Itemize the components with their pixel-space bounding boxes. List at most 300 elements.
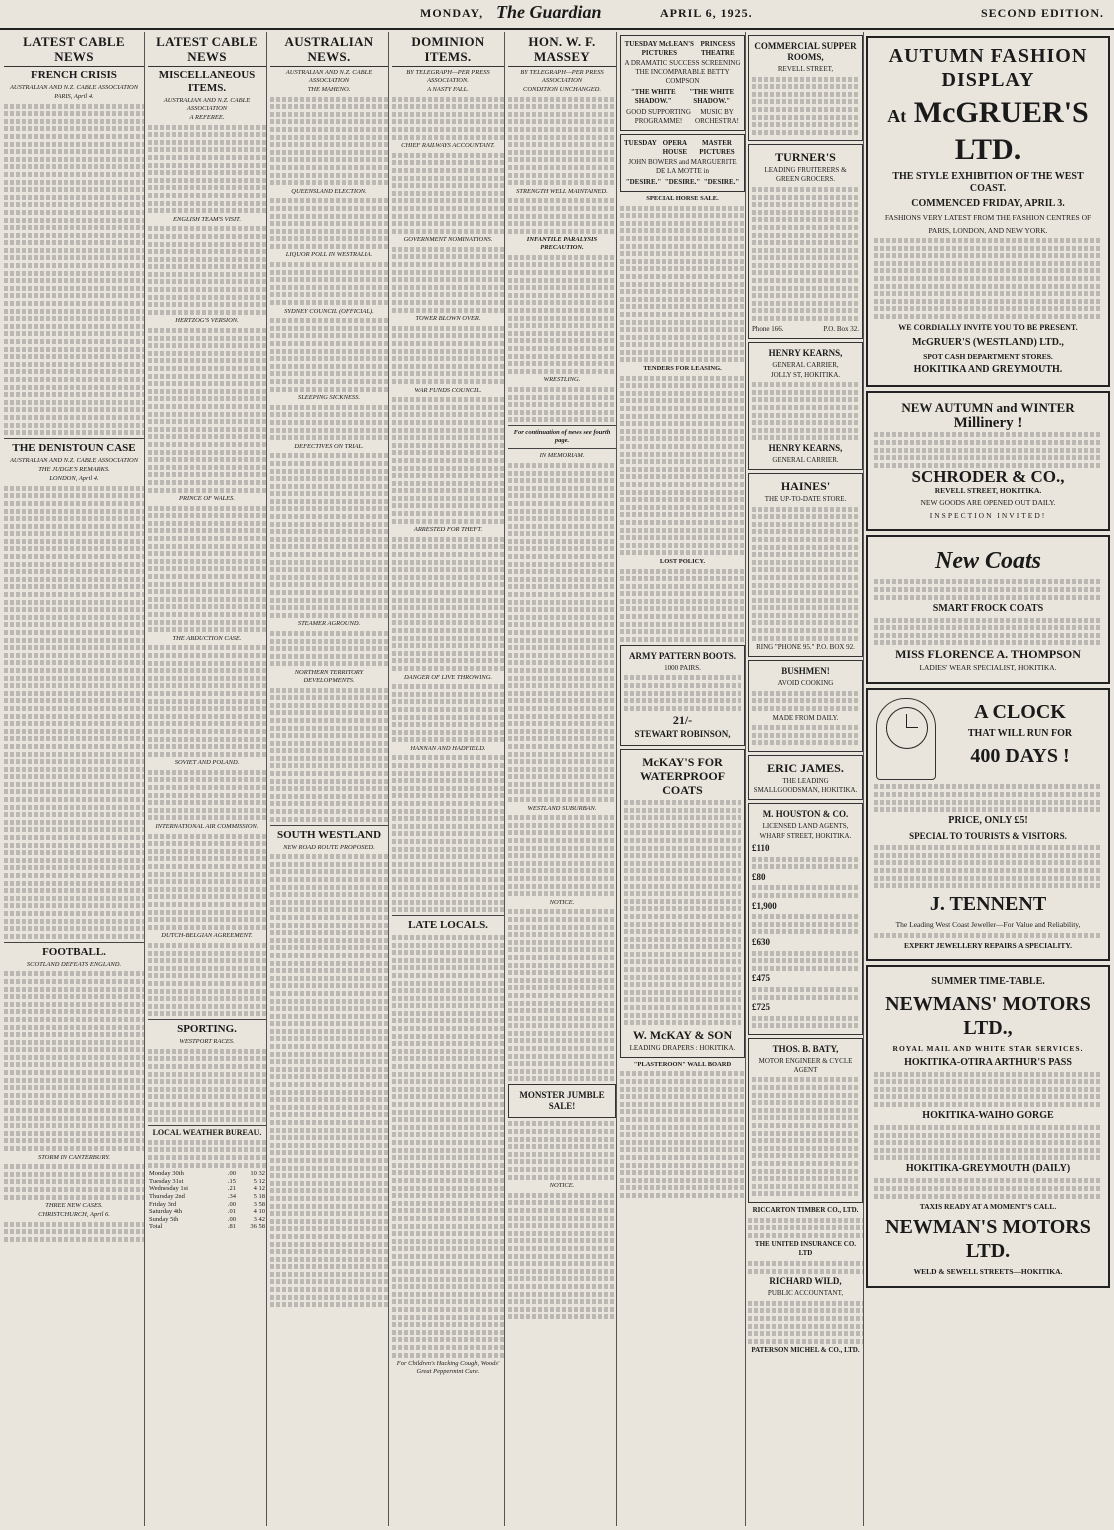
article-body <box>508 463 616 802</box>
article-body <box>392 684 504 742</box>
theatre-lead: A DRAMATIC SUCCESS SCREENING THE INCOMPARABLE BETTY COMPSON <box>624 59 741 85</box>
table-cell: .00 <box>227 1200 237 1208</box>
table-row <box>148 1170 266 1178</box>
section-heading: LATE LOCALS. <box>408 919 488 932</box>
table-row <box>148 1223 266 1231</box>
ad-body <box>752 987 859 1000</box>
ad-subtitle: JOLLY ST, HOKITIKA. <box>770 370 841 379</box>
credit-line: AUSTRALIAN AND N.Z. CABLE ASSOCIATION <box>285 69 373 84</box>
table-row <box>148 1201 266 1209</box>
ad-body <box>620 1071 745 1198</box>
credit-line: BY TELEGRAPH—PER PRESS ASSOCIATION <box>520 69 604 84</box>
item-heading: NORTHERN TERRITORY DEVELOPMENTS. <box>294 668 364 684</box>
ad-body <box>874 933 1102 938</box>
item-heading: HANNAN AND HADFIELD. <box>410 744 486 752</box>
ad-body <box>752 382 859 440</box>
boots-price: 21/- <box>672 713 693 728</box>
item-heading: DEFECTIVES ON TRIAL. <box>294 442 364 450</box>
item-heading: QUEENSLAND ELECTION. <box>291 187 367 195</box>
article-body <box>148 834 266 930</box>
ad-title: ERIC JAMES. <box>767 761 844 775</box>
item-heading: DANGER OF LIVE THROWING. <box>403 673 493 681</box>
boots-ad <box>620 645 745 747</box>
item-heading: GOVERNMENT NOMINATIONS. <box>403 236 493 244</box>
item-heading: LIQUOR POLL IN WESTRALIA. <box>285 251 373 259</box>
article-body <box>4 486 144 939</box>
theatre-credits <box>624 107 741 127</box>
mcgruer-ad <box>866 36 1110 387</box>
table-cell: 4 10 <box>253 1208 265 1216</box>
item-heading: WRESTLING. <box>543 376 581 384</box>
item-heading: STEAMER AGROUND. <box>297 620 361 628</box>
ad-body <box>874 618 1102 646</box>
item-heading: CONDITION UNCHANGED. <box>522 86 601 93</box>
ad-body: PARIS, LONDON, AND NEW YORK. <box>928 225 1048 235</box>
section-heading: THE DENISTOUN CASE <box>12 442 136 455</box>
item-heading: WAR FUNDS COUNCIL. <box>414 386 482 394</box>
table-cell: .34 <box>227 1192 237 1200</box>
theatre-header <box>624 40 741 58</box>
column-massey <box>508 32 617 1526</box>
dateline: CHRISTCHURCH, April 6. <box>38 1211 110 1219</box>
ad-body <box>624 675 741 710</box>
article-body <box>508 1193 616 1320</box>
item-heading: INFANTILE PARALYSIS PRECAUTION. <box>526 236 598 252</box>
item-heading: ARRESTED FOR THEFT. <box>413 526 483 534</box>
subheading: SCOTLAND DEFEATS ENGLAND. <box>26 960 122 968</box>
article-body <box>508 909 616 1081</box>
item-heading: STRENGTH WELL MAINTAINED. <box>516 187 608 195</box>
item-heading: CHIEF RAILWAYS ACCOUNTANT. <box>401 142 495 150</box>
wild-ad: RICHARD WILD, <box>769 1276 842 1287</box>
route-heading: HOKITIKA-OTIRA ARTHUR'S PASS <box>904 1056 1072 1068</box>
turners-ad <box>748 144 863 338</box>
haines-phone: RING "PHONE 95." P.O. BOX 92. <box>756 643 855 652</box>
ad-body <box>748 1218 863 1238</box>
ad-heading: LOST POLICY. <box>659 557 706 565</box>
article-body <box>4 971 144 1151</box>
ad-body <box>752 951 859 971</box>
ad-brand: NEWMANS' MOTORS LTD., <box>885 993 1091 1040</box>
article-body <box>148 1049 266 1122</box>
table-row <box>148 1193 266 1201</box>
article-body <box>392 397 504 524</box>
item-heading: A REFEREE. <box>189 114 225 121</box>
film-title: "DESIRE." <box>664 178 701 186</box>
ad-price: PRICE, ONLY £5! <box>948 815 1028 827</box>
ad-subtitle: LEADING DRAPERS : HOKITIKA. <box>629 1043 736 1052</box>
ad-subtitle: THAT WILL RUN FOR <box>967 727 1073 739</box>
ad-brand: NEWMAN'S MOTORS LTD. <box>885 1216 1091 1263</box>
article-body <box>392 935 504 1358</box>
film-title: "DESIRE." <box>703 178 740 186</box>
ad-subtitle: SUMMER TIME-TABLE. <box>931 976 1045 988</box>
ad-address: LADIES' WEAR SPECIALIST, HOKITIKA. <box>919 663 1057 673</box>
column-heading: DOMINION ITEMS. <box>392 34 504 67</box>
item-heading: WESTPORT RACES. <box>179 1038 235 1046</box>
ad-subtitle: SPECIAL TO TOURISTS & VISITORS. <box>909 831 1067 842</box>
ad-body <box>752 77 859 135</box>
masthead-day: MONDAY, <box>420 6 484 20</box>
tennent-ad <box>866 688 1110 961</box>
table-cell: Monday 30th <box>149 1170 184 1178</box>
continuation-note: For continuation of news see fourth page. <box>513 429 611 445</box>
table-cell: .15 <box>227 1177 237 1185</box>
ad-subtitle: LICENSED LAND AGENTS, <box>762 822 849 830</box>
credit-line: AUSTRALIAN AND N.Z. CABLE ASSOCIATION <box>163 97 251 112</box>
item-heading: NOTICE. <box>549 1182 575 1190</box>
article-body <box>392 537 504 671</box>
ad-subtitle: Millinery ! <box>953 415 1023 432</box>
ad-body <box>752 914 859 934</box>
item-heading: TOWER BLOWN OVER. <box>415 315 481 323</box>
ad-heading: TENDERS FOR LEASING. <box>643 365 722 373</box>
subheading: THE JUDGE'S REMARKS. <box>38 466 110 474</box>
table-cell: 5 18 <box>253 1192 265 1200</box>
dateline: LONDON, April 4. <box>49 475 99 483</box>
clock-row <box>874 696 1102 782</box>
ad-title: THOS. B. BATY, <box>772 1043 839 1054</box>
paterson-ad: PATERSON MICHEL & CO., LTD. <box>751 1346 860 1355</box>
opera-header <box>624 139 741 157</box>
property-price: £725 <box>752 1002 770 1013</box>
ad-body <box>752 691 859 711</box>
theatre-credit: MUSIC BY ORCHESTRA! <box>695 108 739 125</box>
table-cell: Saturday 4th <box>149 1208 183 1216</box>
table-row <box>148 1178 266 1186</box>
item-heading: SYDNEY COUNCIL (OFFICIAL). <box>284 307 374 315</box>
article-body <box>508 198 616 233</box>
ad-subtitle: LEADING FRUITERERS & GREEN GROCERS. <box>764 166 847 184</box>
newmans-ad <box>866 965 1110 1287</box>
ad-subtitle: GENERAL CARRIER. <box>772 455 839 464</box>
column-heading: HON. W. F. MASSEY <box>508 34 616 67</box>
item-heading: ENGLISH TEAM'S VISIT. <box>173 215 241 223</box>
table-cell: 36 58 <box>250 1223 265 1231</box>
houston-ad <box>748 803 863 1035</box>
ad-body <box>620 206 745 363</box>
ad-subtitle: REVELL STREET, <box>777 65 834 73</box>
ad-subtitle: 400 DAYS ! <box>970 744 1070 767</box>
article-body <box>4 1222 144 1242</box>
property-price: £110 <box>752 843 770 853</box>
turner-phone: Phone 166. <box>752 324 784 333</box>
article-body <box>4 104 144 436</box>
ad-brand: MISS FLORENCE A. THOMPSON <box>895 647 1081 662</box>
ad-subtitle: 1000 PAIRS. <box>664 663 701 672</box>
ad-subtitle: WHARF STREET, HOKITIKA. <box>759 832 852 840</box>
ad-title: NEW AUTUMN and WINTER <box>901 400 1075 416</box>
ad-body <box>874 1125 1102 1160</box>
masthead-title: The Guardian <box>496 2 602 22</box>
table-cell: 3 58 <box>253 1200 265 1208</box>
table-cell: Total <box>149 1223 163 1231</box>
ad-invite: INSPECTION INVITED! <box>929 510 1047 520</box>
article-body <box>148 125 266 214</box>
thompson-ad <box>866 535 1110 683</box>
theatre-ad <box>620 35 745 131</box>
table-cell: .01 <box>227 1208 237 1216</box>
opera-right: MASTER PICTURES <box>699 139 735 156</box>
table-cell: .00 <box>227 1215 237 1223</box>
ad-address: WELD & SEWELL STREETS—HOKITIKA. <box>913 1267 1063 1277</box>
ad-title: M. HOUSTON & CO. <box>762 809 849 819</box>
ad-footer: EXPERT JEWELLERY REPAIRS A SPECIALITY. <box>903 940 1073 950</box>
ad-body <box>874 579 1102 599</box>
article-body <box>270 631 388 666</box>
table-cell: Thursday 2nd <box>149 1192 185 1200</box>
item-heading: THE ABDUCTION CASE. <box>172 634 242 642</box>
ad-body <box>874 432 1102 467</box>
item-heading: HERTZOG'S VERSION. <box>175 317 239 325</box>
footer-note: For Children's Hacking Cough, Woods' Great Peppermint Cure. <box>396 1360 500 1376</box>
ad-title: HENRY KEARNS, <box>768 347 843 358</box>
ad-subtitle: MOTOR ENGINEER & CYCLE AGENT <box>758 1056 853 1074</box>
theatre-films <box>624 87 741 107</box>
table-cell: .21 <box>227 1185 237 1193</box>
ad-subtitle: COMMENCED FRIDAY, APRIL 3. <box>911 198 1065 209</box>
ad-body <box>874 238 1102 319</box>
table-cell: .00 <box>227 1170 237 1178</box>
ad-title: TURNER'S <box>775 150 836 165</box>
ad-body <box>752 1077 859 1196</box>
article-body <box>148 226 266 315</box>
ad-seller: STEWART ROBINSON, <box>634 729 731 740</box>
ad-title: McKAY'S FOR WATERPROOF COATS <box>639 755 726 798</box>
united-insurance-ad: THE UNITED INSURANCE CO. LTD <box>754 1240 857 1258</box>
ad-body: FASHIONS VERY LATEST FROM THE FASHION CENTRES OF <box>884 213 1092 222</box>
ad-subtitle: ROYAL MAIL AND WHITE STAR SERVICES. <box>892 1044 1084 1054</box>
article-body <box>148 943 266 1016</box>
ad-subtitle: THE UP-TO-DATE STORE. <box>764 494 847 503</box>
item-heading: A NASTY FALL. <box>427 86 469 93</box>
bushmen-ad <box>748 660 863 752</box>
table-cell: Tuesday 31st <box>149 1177 184 1185</box>
turner-contacts <box>752 324 859 335</box>
column-heading: LATEST CABLE NEWS <box>4 34 144 67</box>
masthead-date: APRIL 6, 1925. <box>660 6 753 20</box>
article-body <box>508 97 616 186</box>
ad-body <box>752 187 859 321</box>
ad-body <box>624 800 741 1025</box>
item-heading: WESTLAND SUBURBAN. <box>527 804 597 812</box>
section-heading: MISCELLANEOUS ITEMS. <box>158 69 256 94</box>
eric-james-ad <box>748 755 863 800</box>
item-heading: THE MAHENO. <box>307 86 351 93</box>
credit-line: AUSTRALIAN AND N.Z. CABLE ASSOCIATION <box>9 457 139 465</box>
table-cell: Friday 3rd <box>149 1200 177 1208</box>
ad-body <box>874 1072 1102 1107</box>
table-cell: 3 42 <box>253 1215 265 1223</box>
article-body <box>270 318 388 391</box>
credit-line: BY TELEGRAPH—PER PRESS ASSOCIATION. <box>406 69 490 84</box>
article-body <box>392 755 504 912</box>
ad-body <box>620 569 745 642</box>
ad-subtitle: THE LEADING SMALLGOODSMAN, HOKITIKA. <box>753 777 858 794</box>
ad-subtitle: AVOID COOKING <box>777 679 834 688</box>
ad-body <box>748 1301 863 1344</box>
ad-title: BUSHMEN! <box>781 666 830 677</box>
ad-body <box>748 1261 863 1274</box>
theatre-credit: GOOD SUPPORTING PROGRAMME! <box>626 108 691 125</box>
column-heading: LATEST CABLE NEWS <box>148 34 266 67</box>
haines-ad <box>748 473 863 657</box>
riccarton-ad: RICCARTON TIMBER CO., LTD. <box>752 1205 859 1214</box>
ad-title: COMMERCIAL SUPPER ROOMS, <box>754 41 857 62</box>
property-price: £1,900 <box>752 900 777 911</box>
ad-body <box>752 885 859 898</box>
opera-line: JOHN BOWERS and MARGUERITE DE LA MOTTE in <box>628 158 737 175</box>
article-body <box>392 326 504 384</box>
property-price: £80 <box>752 871 766 882</box>
ad-body: NEW GOODS ARE OPENED OUT DAILY. <box>920 498 1056 508</box>
ad-body <box>874 1178 1102 1198</box>
article-body <box>392 97 504 140</box>
masthead-edition: SECOND EDITION. <box>980 6 1104 20</box>
ad-invite: WE CORDIALLY INVITE YOU TO BE PRESENT. <box>898 322 1078 332</box>
article-body <box>508 815 616 896</box>
item-heading: NOTICE. <box>549 898 575 906</box>
ad-footer: TAXIS READY AT A MOMENT'S CALL. <box>919 1201 1057 1211</box>
film-title: "DESIRE." <box>625 178 662 186</box>
theatre-right: PRINCESS THEATRE <box>700 40 736 57</box>
ad-subtitle: MADE FROM DAILY. <box>772 713 839 722</box>
ad-title: A CLOCK <box>974 700 1066 723</box>
ad-brand: SCHRODER & CO., <box>911 466 1065 486</box>
table-row <box>148 1208 266 1216</box>
theatre-left: TUESDAY McLEAN'S PICTURES <box>624 40 694 57</box>
article-body <box>4 1164 144 1199</box>
kearns-ad <box>748 342 863 470</box>
column-miscellaneous <box>148 32 267 1526</box>
section-heading: SOUTH WESTLAND <box>276 828 382 841</box>
table-cell: 5 12 <box>253 1177 265 1185</box>
ad-footer: SPOT CASH DEPARTMENT STORES. <box>923 351 1053 361</box>
opera-house-ad <box>620 134 745 192</box>
subheading: STORM IN CANTERBURY. <box>38 1153 110 1161</box>
column-dominion-items <box>392 32 505 1526</box>
article-body <box>270 688 388 822</box>
film-title: "THE WHITE SHADOW." <box>630 88 676 105</box>
table-cell: Sunday 5th <box>149 1215 179 1223</box>
table-cell: 10 32 <box>250 1170 265 1178</box>
item-heading: IN MEMORIAM. <box>539 452 585 460</box>
masthead <box>0 0 1114 30</box>
column-advertisements-2 <box>748 32 864 1526</box>
baty-ad <box>748 1038 863 1203</box>
article-body <box>392 247 504 313</box>
ad-body <box>752 725 859 745</box>
schroder-ad <box>866 391 1110 531</box>
column-display-ads <box>866 32 1110 1526</box>
clock-icon <box>876 698 936 780</box>
table-cell: 4 12 <box>253 1185 265 1193</box>
column-heading: AUSTRALIAN NEWS. <box>270 34 388 67</box>
column-cable-news <box>4 32 145 1526</box>
ad-body <box>620 376 745 556</box>
column-australian-news <box>270 32 389 1526</box>
ad-seller: W. McKAY & SON <box>632 1027 733 1042</box>
weather-table <box>148 1170 266 1231</box>
article-body <box>148 1140 266 1168</box>
article-body <box>508 387 616 422</box>
table-row <box>148 1216 266 1224</box>
opera-left: TUESDAY <box>624 139 657 147</box>
route-heading: HOKITIKA-WAIHO GORGE <box>922 1110 1054 1121</box>
supper-rooms-ad <box>748 35 863 141</box>
ad-title: HAINES' <box>780 478 831 493</box>
item-heading: NEW ROAD ROUTE PROPOSED. <box>283 843 375 851</box>
ad-subtitle: THE STYLE EXHIBITION OF THE WEST COAST. <box>892 171 1084 194</box>
article-body <box>270 262 388 305</box>
table-cell: Wednesday 1st <box>149 1185 189 1193</box>
opera-mid: OPERA HOUSE <box>662 139 688 156</box>
property-price: £475 <box>752 973 770 984</box>
article-body <box>148 770 266 821</box>
turner-box: P.O. Box 32. <box>823 324 859 333</box>
dateline: PARIS, April 4. <box>54 93 94 100</box>
ad-subtitle: GENERAL CARRIER, <box>772 360 839 369</box>
article-body <box>148 506 266 633</box>
jumble-sale-ad <box>508 1084 616 1118</box>
article-body <box>270 198 388 249</box>
opera-films <box>624 177 741 188</box>
waterproof-coats-ad <box>620 749 745 1057</box>
section-heading: FOOTBALL. <box>42 945 106 958</box>
ad-body <box>752 1016 859 1029</box>
ad-address: REVELL STREET, HOKITIKA. <box>934 485 1042 495</box>
article-body <box>392 153 504 234</box>
section-heading: FRENCH CRISIS <box>31 69 117 81</box>
ad-brand-name: McGRUER'S LTD. <box>913 96 1089 166</box>
item-heading: PRINCE OF WALES. <box>178 495 236 503</box>
article-body <box>270 405 388 440</box>
article-body <box>270 97 388 186</box>
ad-heading: SPECIAL HORSE SALE. <box>646 195 719 202</box>
route-heading: HOKITIKA-GREYMOUTH (DAILY) <box>905 1163 1071 1175</box>
ad-body <box>752 857 859 870</box>
item-heading: SLEEPING SICKNESS. <box>297 394 361 402</box>
ad-heading: "PLASTEROON" WALL BOARD <box>633 1060 732 1068</box>
article-body <box>508 1121 616 1179</box>
film-title: "THE WHITE SHADOW." <box>689 88 735 105</box>
table-row <box>148 1185 266 1193</box>
article-body <box>270 854 388 1307</box>
weather-heading: LOCAL WEATHER BUREAU. <box>152 1128 262 1138</box>
article-body <box>148 645 266 756</box>
item-heading: SOVIET AND POLAND. <box>174 759 240 767</box>
ad-body <box>752 507 859 641</box>
ad-brand <box>874 96 1102 167</box>
wild-sub: PUBLIC ACCOUNTANT, <box>767 1289 844 1298</box>
article-body <box>508 255 616 374</box>
ad-footer: HOKITIKA AND GREYMOUTH. <box>913 364 1063 376</box>
ad-body <box>874 784 1102 812</box>
ad-footer: McGRUER'S (WESTLAND) LTD., <box>912 336 1064 348</box>
item-heading: INTERNATIONAL AIR COMMISSION. <box>155 823 259 831</box>
credit-line: AUSTRALIAN AND N.Z. CABLE ASSOCIATION <box>9 84 139 91</box>
ad-title: MONSTER JUMBLE SALE! <box>519 1090 605 1112</box>
article-body <box>148 328 266 492</box>
clock-text <box>938 696 1102 772</box>
ad-body: The Leading West Coast Jeweller—For Value and Reliability, <box>895 920 1081 930</box>
ad-title: HENRY KEARNS, <box>768 442 843 453</box>
subheading: THREE NEW CASES. <box>45 1202 103 1210</box>
ad-body <box>874 845 1102 888</box>
ad-title: AUTUMN FASHION DISPLAY <box>888 45 1088 91</box>
ad-title: ARMY PATTERN BOOTS. <box>628 650 737 661</box>
item-heading: DUTCH-BELGIAN AGREEMENT. <box>161 932 253 940</box>
